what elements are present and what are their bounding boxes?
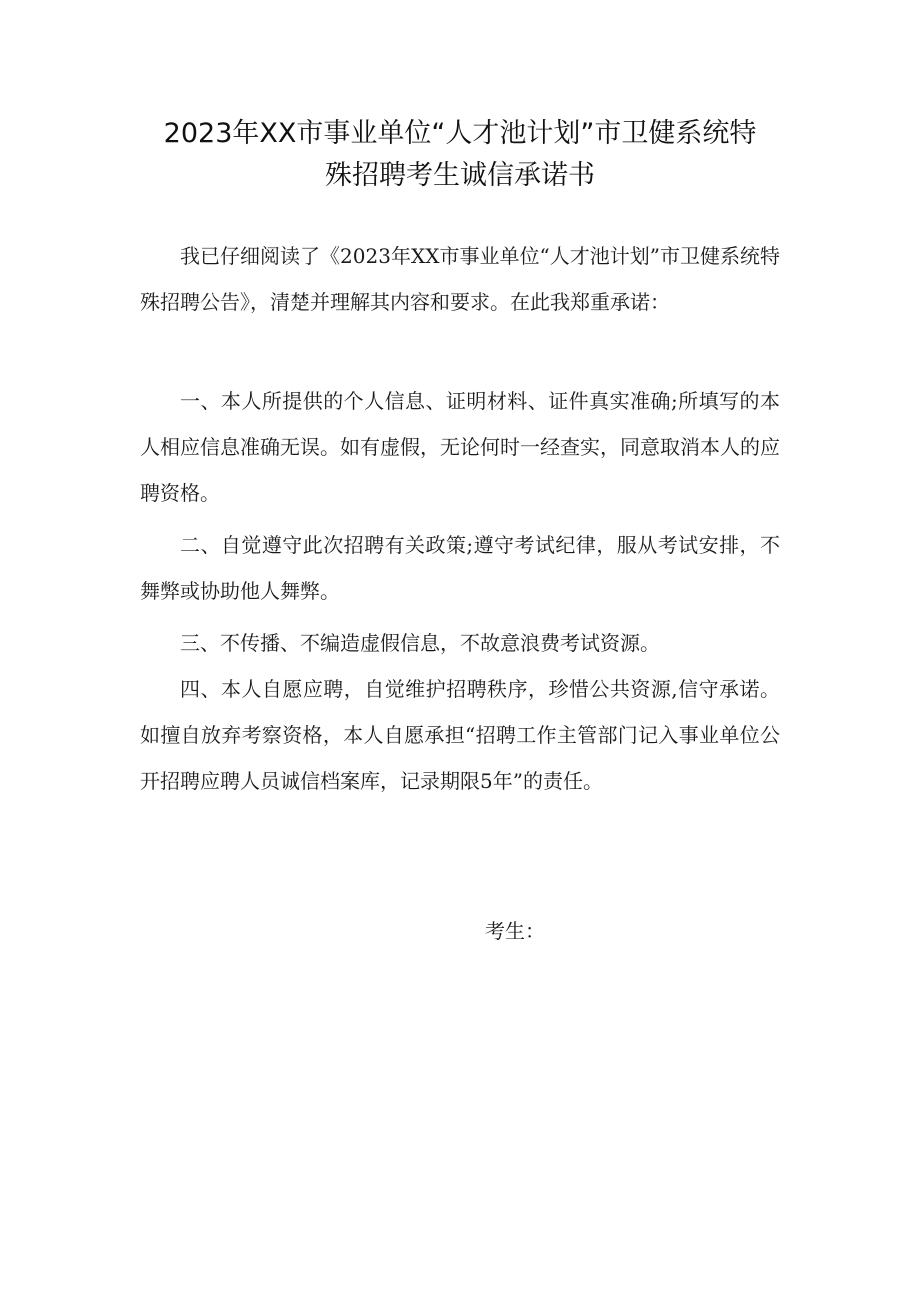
- title-line-1: 2023年XX市事业单位“人才池计划”市卫健系统特: [163, 118, 757, 149]
- document-title: [140, 113, 780, 197]
- pledge-item-3: 三、不传播、不编造虚假信息，不故意浪费考试资源。: [180, 631, 660, 655]
- signature-label: 考生：: [485, 919, 545, 943]
- pledge-item-4: 四、本人自愿应聘，自觉维护招聘秩序，珍惜公共资源,信守承诺。如擅自放弃考察资格，本人自愿承担“招聘工作主管部门记入事业单位公开招聘应聘人员诚信档案库，记录期限5年”的责任。: [140, 677, 780, 793]
- pledge-item-2: 二、自觉遵守此次招聘有关政策;遵守考试纪律，服从考试安排，不舞弊或协助他人舞弊。: [140, 533, 780, 603]
- intro-paragraph: 我已仔细阅读了《2023年XX市事业单位“人才池计划”市卫健系统特殊招聘公告》，清楚并理解其内容和要求。在此我郑重承诺：: [140, 244, 780, 314]
- title-line-2: 殊招聘考生诚信承诺书: [325, 160, 595, 191]
- pledge-item-1: 一、本人所提供的个人信息、证明材料、证件真实准确;所填写的本人相应信息准确无误。如有虚假，无论何时一经查实，同意取消本人的应聘资格。: [140, 389, 780, 505]
